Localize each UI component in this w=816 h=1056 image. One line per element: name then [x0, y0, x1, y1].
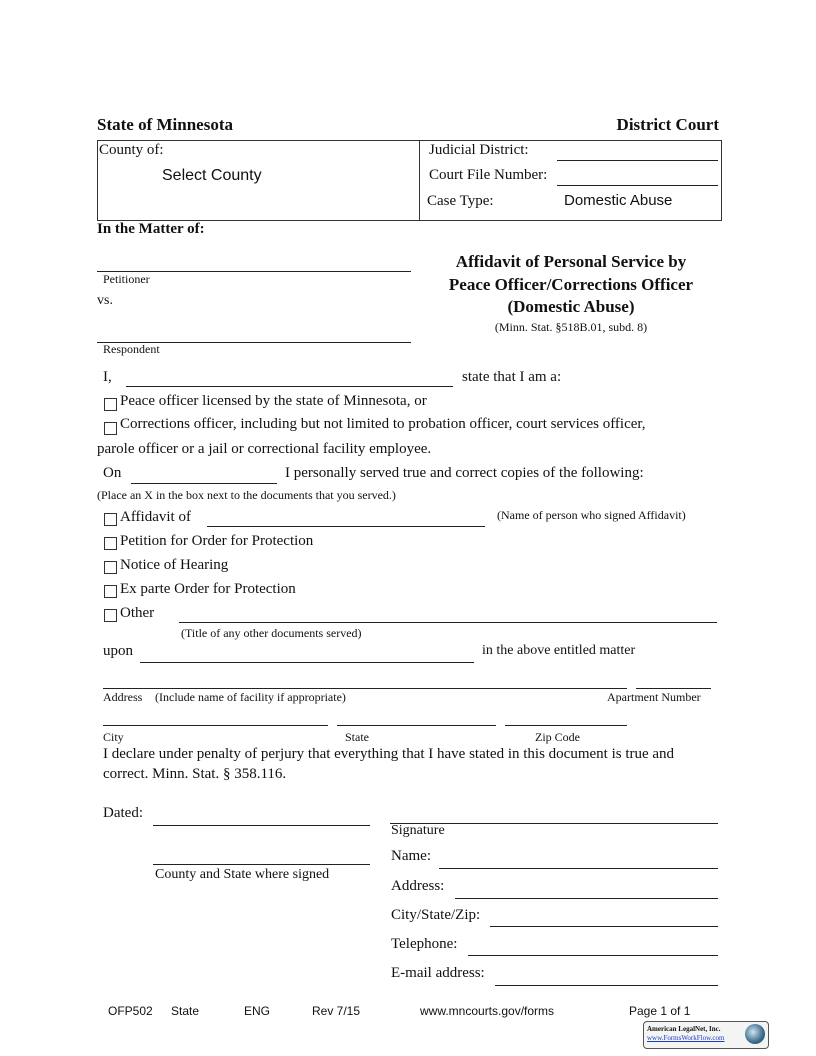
court-file-field[interactable]: [557, 185, 718, 186]
other-checkbox[interactable]: [104, 609, 117, 622]
county-state-field[interactable]: [153, 864, 370, 865]
sig-city-label: City/State/Zip:: [391, 907, 481, 923]
logo-url[interactable]: www.FormsWorkFlow.com: [647, 1034, 725, 1042]
address-field[interactable]: [103, 688, 627, 689]
footer-scope: State: [171, 1004, 200, 1018]
respondent-label: Respondent: [103, 342, 160, 356]
affidavit-checkbox[interactable]: [104, 513, 117, 526]
telephone-label: Telephone:: [391, 936, 458, 952]
notice-checkbox[interactable]: [104, 561, 117, 574]
entitled-label: in the above entitled matter: [482, 643, 636, 658]
exparte-label: Ex parte Order for Protection: [120, 581, 296, 597]
city-label: City: [103, 730, 124, 744]
case-type-value: Domestic Abuse: [564, 192, 673, 209]
dated-label: Dated:: [103, 805, 143, 821]
city-field[interactable]: [103, 725, 328, 726]
judicial-district-field[interactable]: [557, 160, 718, 161]
name-label: Name:: [391, 848, 431, 864]
matter-label: In the Matter of:: [97, 221, 205, 237]
footer-revision: Rev 7/15: [312, 1004, 361, 1018]
county-state-label: County and State where signed: [155, 867, 330, 882]
upon-name-field[interactable]: [140, 662, 474, 663]
served-label: I personally served true and correct copies of the following:: [285, 465, 644, 481]
county-select[interactable]: Select County: [162, 167, 262, 184]
peace-officer-checkbox[interactable]: [104, 398, 117, 411]
officer-name-field[interactable]: [126, 386, 453, 387]
sig-address-label: Address:: [391, 878, 445, 894]
affidavit-label: Affidavit of: [120, 509, 191, 525]
dated-field[interactable]: [153, 825, 370, 826]
globe-icon: [745, 1024, 765, 1044]
corrections-officer-label-cont: parole officer or a jail or correctional facility employee.: [97, 441, 432, 457]
case-type-label: Case Type:: [427, 193, 494, 209]
service-date-field[interactable]: [131, 483, 277, 484]
address-hint: (Include name of facility if appropriate): [155, 690, 346, 704]
i-label: I,: [103, 369, 112, 385]
petitioner-label: Petitioner: [103, 272, 150, 286]
judicial-district-label: Judicial District:: [429, 142, 529, 158]
notice-label: Notice of Hearing: [120, 557, 229, 573]
email-field[interactable]: [495, 985, 718, 986]
court-file-label: Court File Number:: [429, 167, 548, 183]
sig-address-field[interactable]: [455, 898, 718, 899]
affidavit-hint: (Name of person who signed Affidavit): [497, 508, 686, 522]
state-heading: State of Minnesota: [97, 115, 233, 134]
other-label: Other: [120, 605, 155, 621]
court-heading: District Court: [616, 115, 719, 134]
legalnet-logo[interactable]: [643, 1021, 769, 1049]
logo-company: American LegalNet, Inc.: [647, 1025, 721, 1033]
form-title-line1: Affidavit of Personal Service by: [455, 252, 687, 271]
sig-city-field[interactable]: [490, 926, 718, 927]
county-label: County of:: [99, 142, 164, 158]
apartment-field[interactable]: [636, 688, 711, 689]
caption-divider: [419, 140, 420, 220]
email-label: E-mail address:: [391, 965, 485, 981]
signature-label: Signature: [391, 823, 445, 838]
petition-checkbox[interactable]: [104, 537, 117, 550]
corrections-officer-label: Corrections officer, including but not limited to probation officer, court services officer,: [120, 416, 646, 432]
vs-label: vs.: [97, 293, 113, 308]
exparte-checkbox[interactable]: [104, 585, 117, 598]
zip-label: Zip Code: [535, 730, 580, 744]
petition-label: Petition for Order for Protection: [120, 533, 314, 549]
footer-language: ENG: [244, 1004, 271, 1018]
state-label: State: [345, 730, 369, 744]
corrections-officer-checkbox[interactable]: [104, 422, 117, 435]
on-label: On: [103, 465, 122, 481]
footer-page: Page 1 of 1: [629, 1004, 691, 1018]
address-label: Address: [103, 690, 143, 704]
other-docs-hint: (Title of any other documents served): [181, 626, 362, 640]
form-title-line2: Peace Officer/Corrections Officer: [448, 275, 694, 294]
peace-officer-label: Peace officer licensed by the state of Minnesota, or: [120, 393, 427, 409]
affidavit-name-field[interactable]: [207, 526, 485, 527]
declaration-line2: correct. Minn. Stat. § 358.116.: [103, 766, 287, 782]
other-docs-field[interactable]: [179, 622, 717, 623]
state-field[interactable]: [337, 725, 496, 726]
declaration-line1: I declare under penalty of perjury that everything that I have stated in this document is true and: [103, 746, 675, 762]
apartment-label: Apartment Number: [607, 690, 701, 704]
zip-field[interactable]: [505, 725, 627, 726]
form-citation: (Minn. Stat. §518B.01, subd. 8): [494, 320, 648, 334]
instruction-text: (Place an X in the box next to the documents that you served.): [97, 488, 396, 502]
telephone-field[interactable]: [468, 955, 718, 956]
footer-form-id: OFP502: [108, 1004, 153, 1018]
footer-url: www.mncourts.gov/forms: [420, 1004, 555, 1018]
name-field[interactable]: [439, 868, 718, 869]
form-title-line3: (Domestic Abuse): [507, 297, 635, 316]
upon-label: upon: [103, 643, 133, 659]
state-that-label: state that I am a:: [462, 369, 562, 385]
